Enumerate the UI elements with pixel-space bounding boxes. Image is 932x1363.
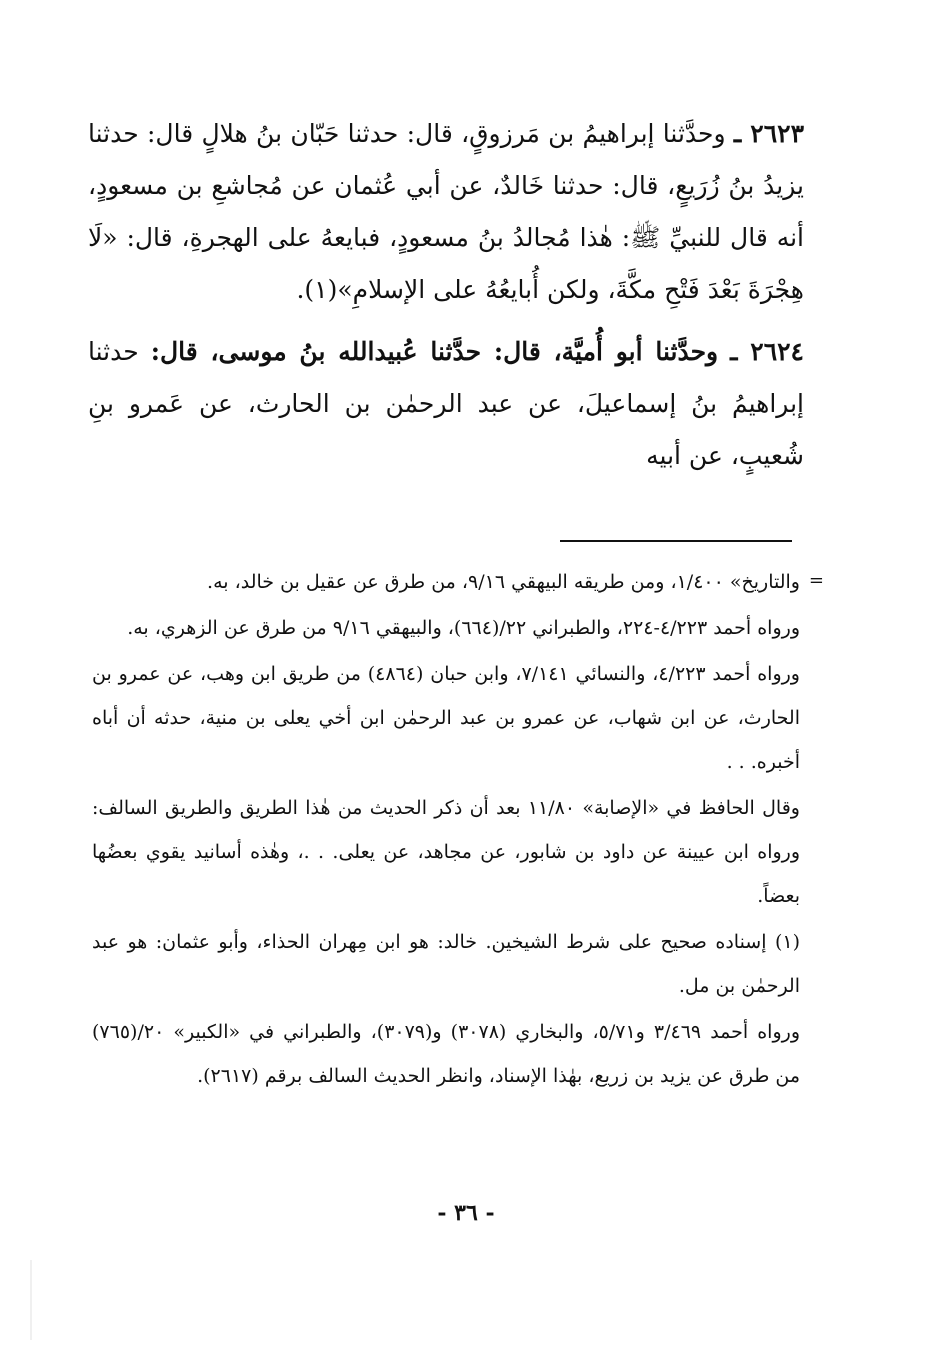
footnote-paragraph: ورواه أحمد ٤/٢٢٣، والنسائي ٧/١٤١، وابن حبان (٤٨٦٤) من طريق ابن وهب، عن عمرو بن الحارث، عن ابن شهاب، عن عمرو بن عبد الرحمٰن ابن أخي يعلى بن منية، حدثه أن أباه أخبره. . . xyxy=(92,663,800,773)
hadith-number: ٢٦٢٤ ـ xyxy=(730,337,804,366)
footnote-separator xyxy=(560,540,792,542)
hadith-text: وحدَّثنا إبراهيمُ بن مَرزوقٍ، قال: حدثنا حَبّان بنُ هلالٍ قال: حدثنا يزيدُ بنُ زُرَيعٍ، قال: حدثنا خَالدٌ، عن أبي عُثمان عن مُجاشعِ بن مسعودٍ، أنه قال للنبيِّ ﷺ: هٰذا مُجالدُ بنُ مسعودٍ، فبايعهُ على الهجرةِ، قال: «لَا هِجْرَةَ بَعْدَ فَتْحِ مكَّةَ، ولكن أُبايعُهُ على الإسلامِ»(١). xyxy=(88,119,804,304)
footnote-1: (١) إسناده صحيح على شرط الشيخين. خالد: هو ابن مِهران الحذاء، وأبو عثمان: هو عبد الرحمٰن بن مل. xyxy=(92,931,800,997)
footnote-continuation-mark: = xyxy=(808,570,824,591)
hadith-text: حدثنا إبراهيمُ بنُ إسماعيلَ، عن عبد الرحمٰن بن الحارث، عن عَمرو بنِ شُعيبٍ، عن أبيه xyxy=(88,337,804,470)
main-text-block xyxy=(88,108,804,492)
hadith-2623 xyxy=(88,108,804,316)
hadith-number: ٢٦٢٣ ـ xyxy=(733,119,804,148)
page-number: - ٣٦ - xyxy=(437,1200,495,1226)
footnote-paragraph: ورواه أحمد ٤/٢٢٣-٢٢٤، والطبراني ٢٢/(٦٦٤)، والبيهقي ٩/١٦ من طرق عن الزهري، به. xyxy=(127,617,800,639)
footnote-paragraph: وقال الحافظ في «الإصابة» ١١/٨٠ بعد أن ذكر الحديث من هٰذا الطريق والطريق السالف: ورواه ابن عيينة عن داود بن شابور، عن مجاهد، عن يعلى. . .، وهٰذه أسانيد يقوي بعضُها بعضاً. xyxy=(92,797,800,907)
scan-margin-mark xyxy=(30,1260,32,1340)
footnotes-block xyxy=(92,560,800,1100)
footnote-1-continued: ورواه أحمد ٣/٤٦٩ و٥/٧١، والبخاري (٣٠٧٨) و(٣٠٧٩)، والطبراني في «الكبير» ٢٠/(٧٦٥) من طرق عن يزيد بن زريع، بهٰذا الإسناد، وانظر الحديث السالف برقم (٢٦١٧). xyxy=(92,1021,800,1087)
hadith-2624 xyxy=(88,326,804,482)
footnote-paragraph: والتاريخ» ١/٤٠٠، ومن طريقه البيهقي ٩/١٦، من طرق عن عقيل بن خالد، به. xyxy=(207,571,800,593)
hadith-isnad-head: وحدَّثنا أبو أُميَّة، قال: حدَّثنا عُبيدالله بنُ موسى، قال: xyxy=(150,337,719,366)
